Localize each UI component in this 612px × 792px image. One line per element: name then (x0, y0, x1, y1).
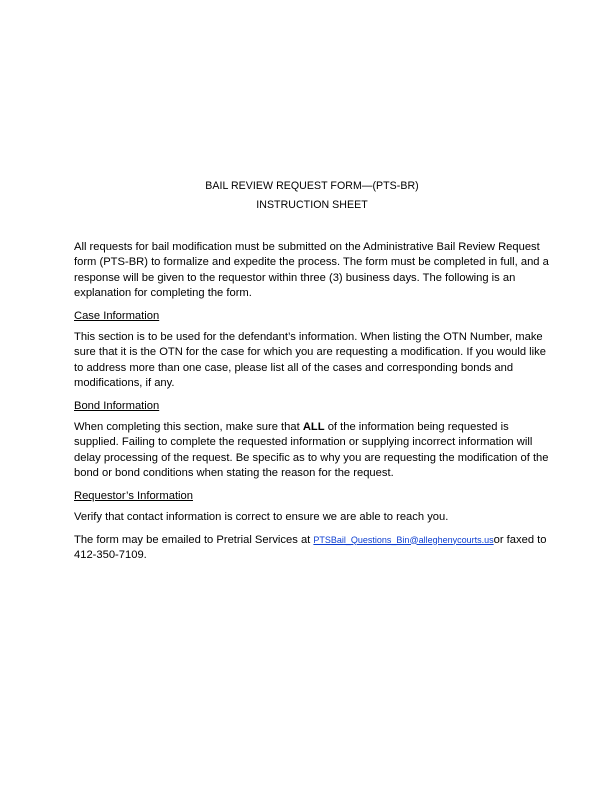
form-title: BAIL REVIEW REQUEST FORM—(PTS-BR) (205, 180, 419, 192)
submission-text-before: The form may be emailed to Pretrial Services at (74, 533, 314, 546)
submission-paragraph (74, 533, 554, 564)
requestor-information-heading: Requestor’s Information (74, 489, 193, 502)
case-information-paragraph: This section is to be used for the defendant’s information. When listing the OTN Number, make sure that it is the OTN for the case for which you are requesting a modification. If you would like to address more than one case, please list all of the cases and corresponding bonds and modifications, if any. (74, 331, 546, 390)
email-link[interactable]: PTSBail_Questions_Bin@alleghenycourts.us (313, 534, 494, 545)
bond-information-emphasis: ALL (302, 421, 325, 434)
bond-information-heading: Bond Information (74, 399, 160, 412)
instruction-sheet-title: INSTRUCTION SHEET (256, 199, 368, 211)
submission-text-after: or faxed to 412-350-7109. (74, 533, 547, 561)
case-information-heading: Case Information (74, 309, 160, 322)
bond-information-text-before: When completing this section, make sure that (74, 421, 303, 434)
bond-information-text-after: of the information being requested is supplied. Failing to complete the requested information or supplying incorrect information will delay processing of the request. Be specific as to why you are requesting the modification of the bond or bond conditions when stating the reason for the request. (74, 421, 549, 480)
intro-paragraph: All requests for bail modification must be submitted on the Administrative Bail Review Request form (PTS-BR) to formalize and expedite the process. The form must be completed in full, and a response will be given to the requestor within three (3) business days. The following is an explanation for completing the form. (74, 241, 549, 300)
title-block (0, 179, 612, 217)
document-body (74, 240, 554, 570)
bond-information-paragraph (74, 420, 554, 482)
requestor-information-paragraph: Verify that contact information is correct to ensure we are able to reach you. (74, 511, 449, 524)
